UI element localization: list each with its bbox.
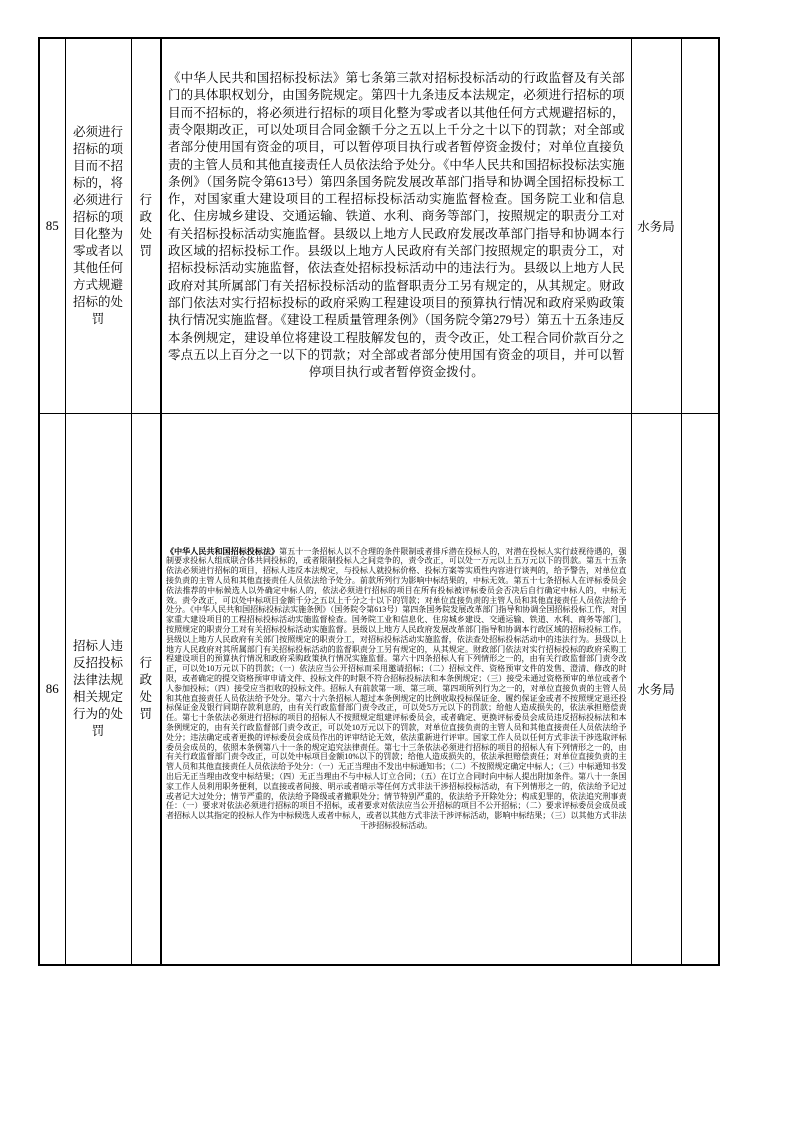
legal-basis-text: 《中华人民共和国招标投标法》第七条第三款对招标投标活动的行政监督及有关部门的具体职权划分，由国务院规定。第四十九条违反本法规定，必须进行招标的项目而不招标的，将必须进行招标的项目化整为零或者以其他任何方式规避招标的，责令限期改正，可以处项目合同金额千分之五以上千分之十以下的罚款；对全部或者部分使用国有资金的项目，可以暂停项目执行或者暂停资金拨付；对单位直接负责的主管人员和其他直接责任人员依法给予处分。《中华人民共和国招标投标法实施条例》（国务院令第613号）第四条国务院发展改革部门指导和协调全国招标投标工作，对国家重大建设项目的工程招标投标活动实施监督检查。国务院工业和信息化、住房城乡建设、交通运输、铁道、水利、商务等部门，按照规定的职责分工对有关招标投标活动实施监督。县级以上地方人民政府发展改革部门指导和协调本行政区域的招标投标工作。县级以上地方人民政府有关部门按照规定的职责分工，对招标投标活动实施监督，依法查处招标投标活动中的违法行为。县级以上地方人民政府对其所属部门有关招标投标活动的监督职责分工另有规定的，从其规定。财政部门依法对实行招标投标的政府采购工程建设项目的预算执行情况和政府采购政策执行情况实施监督。《建设工程质量管理条例》（国务院令第279号）第五十五条违反本条例规定，建设单位将建设工程肢解发包的，责令改正，处工程合同价款百分之零点五以上百分之一以下的罚款；对全部或者部分使用国有资金的项目，并可以暂停项目执行或者暂停资金拨付。 [168, 71, 625, 380]
legal-basis-cell [161, 38, 631, 413]
legal-basis-body: 第五十一条招标人以不合理的条件限制或者排斥潜在投标人的，对潜在投标人实行歧视待遇的，强制要求投标人组成联合体共同投标的，或者限制投标人之间竞争的，责令改正，可以处一万元以上五万元以下的罚款。第五十五条依法必须进行招标的项目，招标人违反本法规定，与投标人就投标价格、投标方案等实质性内容进行谈判的，给予警告，对单位直接负责的主管人员和其他直接责任人员依法给予处分。前款所列行为影响中标结果的，中标无效。第五十七条招标人在评标委员会依法推荐的中标候选人以外确定中标人的，依法必须进行招标的项目在所有投标被评标委员会否决后自行确定中标人的，中标无效。责令改正，可以处中标项目金额千分之五以上千分之十以下的罚款；对单位直接负责的主管人员和其他直接责任人员依法给予处分。《中华人民共和国招标投标法实施条例》（国务院令第613号）第四条国务院发展改革部门指导和协调全国招标投标工作，对国家重大建设项目的工程招标投标活动实施监督检查。国务院工业和信息化、住房城乡建设、交通运输、铁道、水利、商务等部门，按照规定的职责分工对有关招标投标活动实施监督。县级以上地方人民政府发展改革部门指导和协调本行政区域的招标投标工作。县级以上地方人民政府有关部门按照规定的职责分工，对招标投标活动实施监督，依法查处招标投标活动中的违法行为。县级以上地方人民政府对其所属部门有关招标投标活动的监督职责分工另有规定的，从其规定。财政部门依法对实行招标投标的政府采购工程建设项目的预算执行情况和政府采购政策执行情况实施监督。第六十四条招标人有下列情形之一的，由有关行政监督部门责令改正，可以处10万元以下的罚款；（一）依法应当公开招标而采用邀请招标；（二）招标文件、资格预审文件的发售、澄清、修改的时限，或者确定的提交资格预审申请文件、投标文件的时限不符合招标投标法和本条例规定；（三）接受未通过资格预审的单位或者个人参加投标；（四）接受应当拒收的投标文件。招标人有前款第一项、第三项、第四项所列行为之一的，对单位直接负责的主管人员和其他直接责任人员依法给予处分。第六十六条招标人超过本条例规定的比例收取投标保证金、履约保证金或者不按照规定退还投标保证金及银行同期存款利息的，由有关行政监督部门责令改正，可以处5万元以下的罚款；给他人造成损失的，依法承担赔偿责任。第七十条依法必须进行招标的项目的招标人不按照规定组建评标委员会，或者确定、更换评标委员会成员违反招标投标法和本条例规定的，由有关行政监督部门责令改正，可以处10万元以下的罚款，对单位直接负责的主管人员和其他直接责任人员依法给予处分；违法确定或者更换的评标委员会成员作出的评审结论无效，依法重新进行评审。国家工作人员以任何方式非法干涉选取评标委员会成员的，依照本条例第八十一条的规定追究法律责任。第七十三条依法必须进行招标的项目的招标人有下列情形之一的，由有关行政监督部门责令改正，可以处中标项目金额10%以下的罚款；给他人造成损失的，依法承担赔偿责任；对单位直接负责的主管人员和其他直接责任人员依法给予处分：（一）无正当理由不发出中标通知书；（二）不按照规定确定中标人；（三）中标通知书发出后无正当理由改变中标结果；（四）无正当理由不与中标人订立合同；（五）在订立合同时向中标人提出附加条件。第八十一条国家工作人员利用职务便利，以直接或者间接、明示或者暗示等任何方式非法干涉招标投标活动，有下列情形之一的，依法给予记过或者记大过处分；情节严重的，依法给予降级或者撤职处分；情节特别严重的，依法给予开除处分；构成犯罪的，依法追究刑事责任：（一）要求对依法必须进行招标的项目不招标，或者要求对依法应当公开招标的项目不公开招标；（二）要求评标委员会成员或者招标人以其指定的投标人作为中标候选人或者中标人，或者以其他方式非法干涉评标活动，影响中标结果；（三）以其他方式非法干涉招标投标活动。 [166, 546, 627, 830]
law-title-bold: 《中华人民共和国招标投标法》 [166, 546, 280, 556]
penalty-item-name: 招标人违反招投标法律法规相关规定行为的处罚 [65, 413, 131, 965]
table-row-86 [39, 413, 719, 965]
implementing-department: 水务局 [631, 38, 681, 413]
penalty-category-label: 行政处罚 [139, 192, 153, 258]
legal-basis-cell [161, 413, 631, 965]
penalty-category-cell [131, 413, 161, 965]
row-number: 85 [39, 38, 65, 413]
table-row-85 [39, 38, 719, 413]
penalty-category-cell [131, 38, 161, 413]
remark-cell [681, 413, 719, 965]
legal-basis-text [162, 547, 631, 831]
penalty-regulation-table [38, 37, 720, 966]
row-number: 86 [39, 413, 65, 965]
penalty-item-name: 必须进行招标的项目而不招标的，将必须进行招标的项目化整为零或者以其他任何方式规避招标的处罚 [65, 38, 131, 413]
penalty-category-label: 行政处罚 [139, 655, 153, 721]
remark-cell [681, 38, 719, 413]
implementing-department: 水务局 [631, 413, 681, 965]
